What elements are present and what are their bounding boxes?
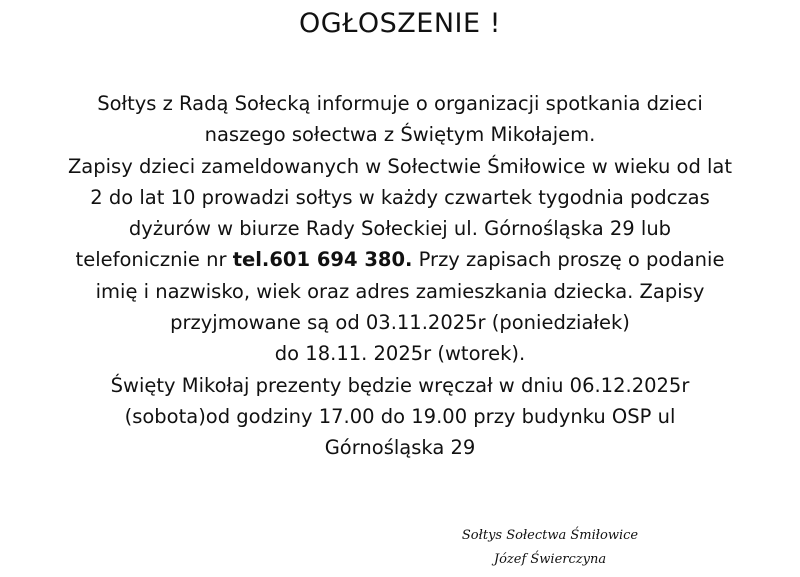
body-line: (sobota)od godziny 17.00 do 19.00 przy budynku OSP ul — [124, 404, 676, 428]
announcement-body — [0, 88, 800, 464]
phone-number: tel.601 694 380. — [232, 248, 413, 272]
body-line: naszego sołectwa z Świętym Mikołajem. — [204, 123, 596, 147]
body-line: do 18.11. 2025r (wtorek). — [274, 342, 526, 366]
signature-name: Józef Świerczyna — [493, 552, 607, 567]
body-line: Zapisy dzieci zameldowanych w Sołectwie Śmiłowice w wieku od lat — [67, 154, 733, 178]
signature-title: Sołtys Sołectwa Śmiłowice — [461, 528, 639, 543]
body-line: dyżurów w biurze Rady Sołeckiej ul. Górnośląska 29 lub — [128, 217, 672, 241]
body-line: Święty Mikołaj prezenty będzie wręczał w dniu 06.12.2025r — [110, 373, 690, 397]
phone-line-suffix: Przy zapisach proszę o podanie — [412, 248, 725, 272]
body-line: Sołtys z Radą Sołecką informuje o organizacji spotkania dzieci — [97, 92, 703, 115]
body-line: 2 do lat 10 prowadzi sołtys w każdy czwartek tygodnia podczas — [90, 185, 710, 209]
phone-line-prefix: telefonicznie nr — [75, 248, 233, 272]
body-line: przyjmowane są od 03.11.2025r (poniedziałek) — [170, 311, 630, 335]
announcement-title: OGŁOSZENIE ! — [299, 8, 501, 39]
body-line: Górnośląska 29 — [324, 436, 476, 460]
phone-line — [0, 244, 800, 275]
body-line: imię i nazwisko, wiek oraz adres zamieszkania dziecka. Zapisy — [95, 279, 705, 303]
